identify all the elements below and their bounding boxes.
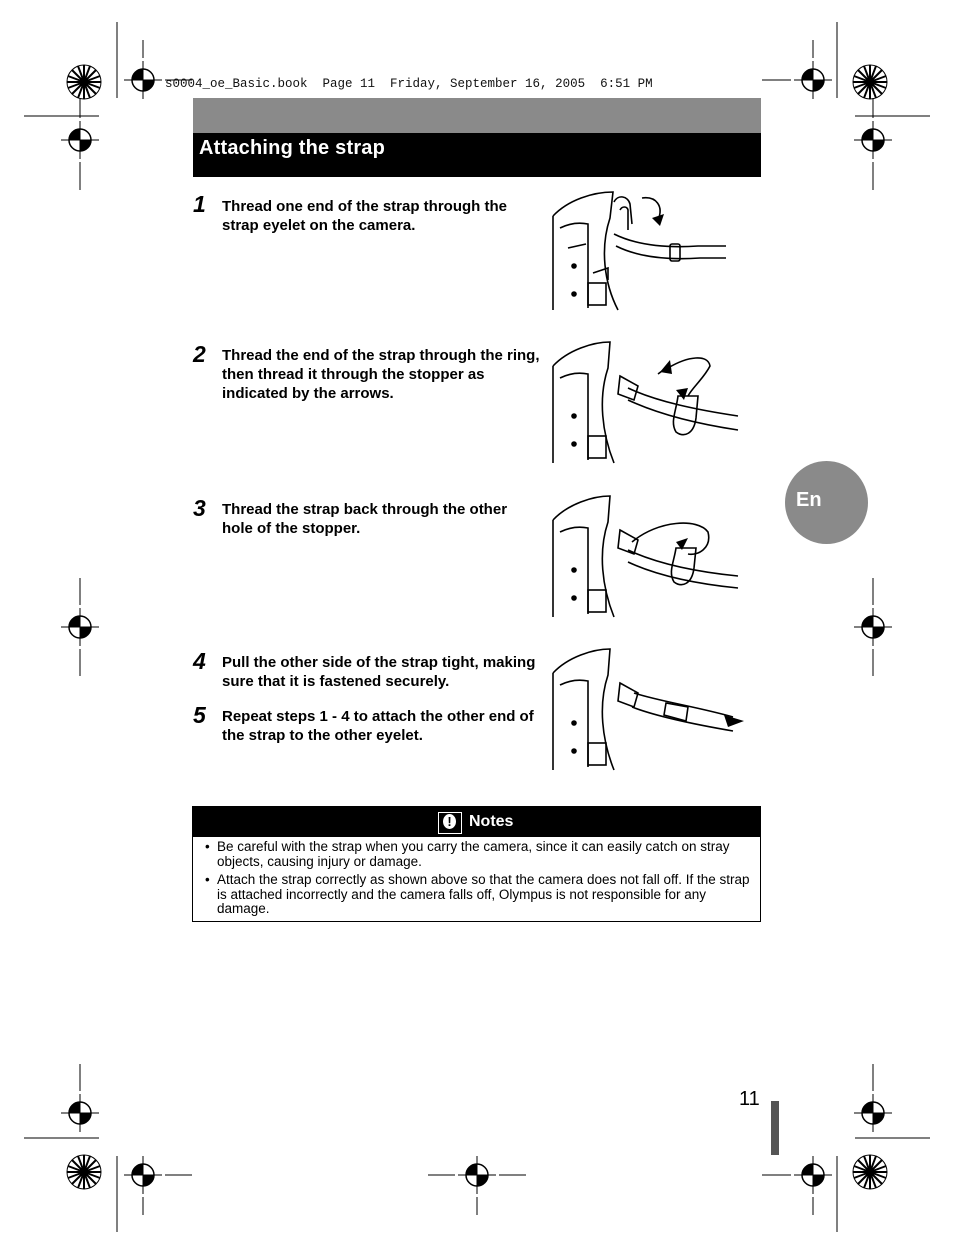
note-item: Attach the strap correctly as shown above so that the camera does not fall off. If the strap is attached incorrectly and the camera falls off, Olympus is not responsible for any damage. (217, 872, 750, 916)
strap-illustration-step-2 (548, 338, 743, 465)
step-text: Pull the other side of the strap tight, making sure that it is fastened securely. (222, 654, 536, 690)
strap-illustration-step-1 (548, 188, 733, 313)
exclamation-icon: ! (438, 812, 462, 834)
notes-header (193, 807, 760, 837)
step-number: 5 (193, 702, 206, 728)
step-text: Repeat steps 1 - 4 to attach the other end of the strap to the other eyelet. (222, 708, 534, 744)
section-title: Attaching the strap (199, 137, 386, 159)
step-number: 2 (193, 341, 206, 367)
bullet: • (205, 872, 210, 887)
page-edge-bar (771, 1101, 779, 1155)
note-item: Be careful with the strap when you carry the camera, since it can easily catch on stray objects, causing injury or damage. (217, 839, 730, 869)
step-text: Thread the end of the strap through the ring, then thread it through the stopper as indicated by the arrows. (222, 347, 540, 402)
language-tab-label: En (796, 489, 822, 511)
strap-illustration-step-3 (548, 492, 743, 619)
notes-title: Notes (469, 813, 514, 830)
print-header: s0004_oe_Basic.book Page 11 Friday, September 16, 2005 6:51 PM (165, 77, 653, 91)
step-number: 1 (193, 191, 206, 217)
step-number: 3 (193, 495, 206, 521)
strap-illustration-step-4 (548, 645, 748, 772)
bullet: • (205, 839, 210, 854)
section-header-gray-bar (193, 98, 761, 133)
step-number: 4 (193, 648, 206, 674)
page-number: 11 (739, 1088, 760, 1110)
step-text: Thread one end of the strap through the strap eyelet on the camera. (222, 198, 507, 234)
step-text: Thread the strap back through the other hole of the stopper. (222, 501, 508, 537)
notes-box (192, 806, 761, 922)
